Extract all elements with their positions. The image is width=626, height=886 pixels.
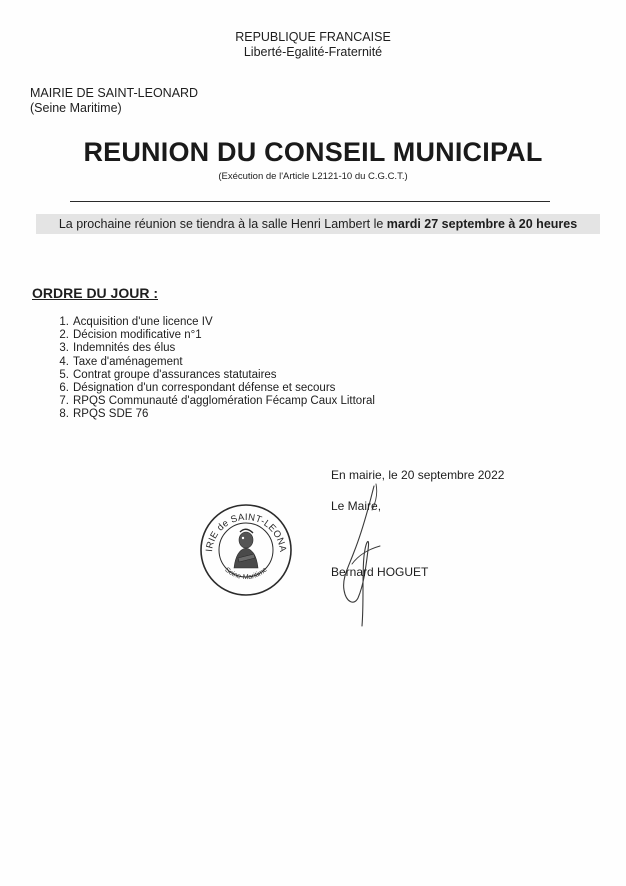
list-item bbox=[44, 356, 375, 369]
issuer-name: MAIRIE DE SAINT-LEONARD bbox=[30, 86, 199, 100]
stamp-top-text: IRIE de SAINT-LEONA bbox=[204, 511, 289, 553]
list-item bbox=[44, 408, 375, 421]
republic-motto: Liberté-Egalité-Fraternité bbox=[243, 45, 383, 59]
item-number: 6. bbox=[59, 382, 69, 395]
item-text: Acquisition d'une licence IV bbox=[73, 316, 213, 328]
republic-name: REPUBLIQUE FRANCAISE bbox=[235, 30, 391, 44]
item-number: 7. bbox=[59, 395, 69, 408]
stamp-bottom-text: Seine-Maritime bbox=[223, 566, 269, 582]
item-text: RPQS SDE 76 bbox=[73, 408, 149, 421]
official-stamp bbox=[198, 502, 294, 598]
item-text: Contrat groupe d'assurances statutaires bbox=[73, 368, 277, 381]
item-text: Décision modificative n°1 bbox=[73, 329, 202, 342]
agenda-list bbox=[44, 316, 375, 422]
republic-header bbox=[0, 30, 626, 60]
list-item bbox=[44, 329, 375, 342]
item-number: 2. bbox=[59, 329, 69, 342]
document-title: REUNION DU CONSEIL MUNICIPAL bbox=[83, 137, 543, 167]
item-number: 4. bbox=[59, 355, 69, 368]
meeting-announcement bbox=[36, 214, 600, 234]
signoff-name: Bernard HOGUET bbox=[331, 565, 429, 579]
signoff-role: Le Maire, bbox=[331, 499, 382, 513]
item-number: 1. bbox=[59, 316, 69, 328]
item-number: 5. bbox=[59, 368, 69, 381]
meeting-date: mardi 27 septembre à 20 heures bbox=[386, 217, 578, 231]
agenda-heading: ORDRE DU JOUR : bbox=[32, 285, 159, 301]
item-text: Désignation d'un correspondant défense et secours bbox=[73, 382, 336, 395]
list-item bbox=[44, 382, 375, 395]
item-text: Indemnités des élus bbox=[73, 342, 176, 355]
list-item bbox=[44, 342, 375, 355]
list-item bbox=[44, 316, 375, 329]
item-text: Taxe d'aménagement bbox=[73, 355, 183, 368]
issuer-department: (Seine Maritime) bbox=[30, 101, 122, 115]
horizontal-divider bbox=[70, 201, 550, 202]
issuer-block bbox=[30, 86, 198, 116]
list-item bbox=[44, 369, 375, 382]
meeting-text: La prochaine réunion se tiendra à la salle Henri Lambert le bbox=[58, 217, 384, 231]
document-subtitle: (Exécution de l'Article L2121-10 du C.G.C.T.) bbox=[218, 171, 408, 182]
svg-text:Seine-Maritime bbox=[223, 566, 268, 581]
stamp-seal-icon bbox=[198, 502, 294, 598]
item-number: 3. bbox=[59, 342, 69, 355]
signoff-dateline: En mairie, le 20 septembre 2022 bbox=[331, 468, 505, 482]
item-text: RPQS Communauté d'agglomération Fécamp Caux Littoral bbox=[73, 395, 375, 408]
item-number: 8. bbox=[59, 408, 69, 421]
list-item bbox=[44, 395, 375, 408]
